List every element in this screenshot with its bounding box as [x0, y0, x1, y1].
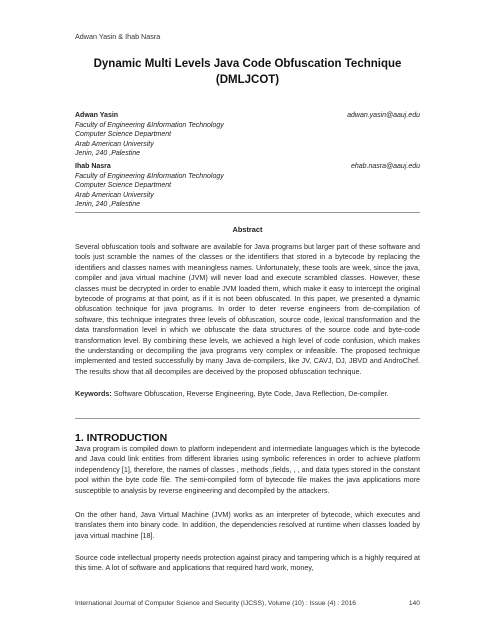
section-heading-introduction: 1. INTRODUCTION: [75, 432, 168, 444]
author-affiliation-line: Jenin, 240 ,Palestine: [75, 201, 140, 209]
keywords: [75, 389, 420, 399]
intro-paragraph-2: On the other hand, Java Virtual Machine (JVM) works as an interpreter of bytecode, which executes and translates them into binary code. In addition, the dependencies resolved at runtime when classes loaded by java virtual machine [18].: [75, 510, 420, 540]
author-affiliation-line: Arab American University: [75, 191, 154, 199]
keywords-label: Keywords:: [75, 389, 112, 398]
title-line-2: (DMLJCOT): [215, 74, 280, 86]
author-email[interactable]: ehab.nasra@aauj.edu: [351, 163, 420, 170]
intro-initial-letter: J: [75, 444, 79, 453]
author-block-1: [75, 111, 420, 159]
running-head: Adwan Yasin & Ihab Nasra: [75, 32, 161, 41]
author-affiliation-line: Computer Science Department: [75, 182, 172, 190]
page-number: 140: [408, 600, 420, 607]
author-email[interactable]: adwan.yasin@aauj.edu: [347, 112, 420, 119]
title-line-1: Dynamic Multi Levels Java Code Obfuscation Technique: [93, 58, 402, 70]
footer-journal-info: International Journal of Computer Science and Security (IJCSS), Volume (10) : Issue (4) : 2016: [75, 600, 357, 607]
author-name: Adwan Yasin: [75, 112, 119, 119]
intro-paragraph-1: [75, 444, 420, 496]
page-footer: [75, 600, 420, 607]
paper-title: [60, 56, 435, 88]
abstract-heading: Abstract: [232, 225, 263, 234]
author-block-2: [75, 162, 420, 210]
divider-line: [75, 212, 420, 213]
intro-paragraph-3: Source code intellectual property needs protection against piracy and tampering which is a highly required at this time. A lot of software and applications that required hard work, money,: [75, 553, 420, 573]
author-affiliation-line: Jenin, 240 ,Palestine: [75, 150, 140, 158]
divider-line: [75, 418, 420, 419]
author-name: Ihab Nasra: [75, 163, 111, 170]
author-affiliation-line: Faculty of Engineering &Information Technology: [75, 121, 224, 129]
keywords-text: Software Obfuscation, Reverse Engineering, Byte Code, Java Reflection, De-compiler.: [113, 389, 389, 398]
author-affiliation-line: Faculty of Engineering &Information Technology: [75, 172, 224, 180]
author-affiliation-line: Computer Science Department: [75, 131, 172, 139]
abstract-text: Several obfuscation tools and software are available for Java programs but larger part of these software and tools just scramble the names of the classes or the identifiers that stored in a bytecode by replacing the identifiers and classes names with meaningless names. Unfortunately, these tools are week, since the java, compiler and java virtual machine (JVM) will never load and execute scrambled classes. However, these classes must be decrypted in order to enable JVM loaded them, which make it easy to intercept the original bytecode of programs at that point, as if it is not been obfuscated. In this paper, we presented a dynamic obfuscation technique for java programs. In order to deter reverse engineers from de-compilation of software, this technique integrates three levels of obfuscation, source code, lexical transformation and the data transformation level in which we obfuscate the data structures of the source code and byte-code transformation level. By combining these levels, we achieved a high level of code confusion, which makes the understanding or decompiling the java programs very complex or infeasible. The proposed technique implemented and tested successfully by many Java de-compilers, like JV, CAVJ, DJ, JBVD and AndroChef. The results show that all decompiles are deceived by the proposed obfuscation technique.: [75, 242, 420, 376]
intro-paragraph-1-text: ava program is compiled down to platform independent and intermediate languages which is the bytecode and Java could link entities from different libraries using symbolic references in order to achieve platform independency [1], therefore, the names of classes , methods ,fields, , , and data types stored in the constant pool within the byte code file. The semi-compiled form of bytecode file makes the java applications more susceptible to analysis by reverse engineering and decompiled by the attackers.: [75, 444, 420, 495]
author-affiliation-line: Arab American University: [75, 140, 154, 148]
